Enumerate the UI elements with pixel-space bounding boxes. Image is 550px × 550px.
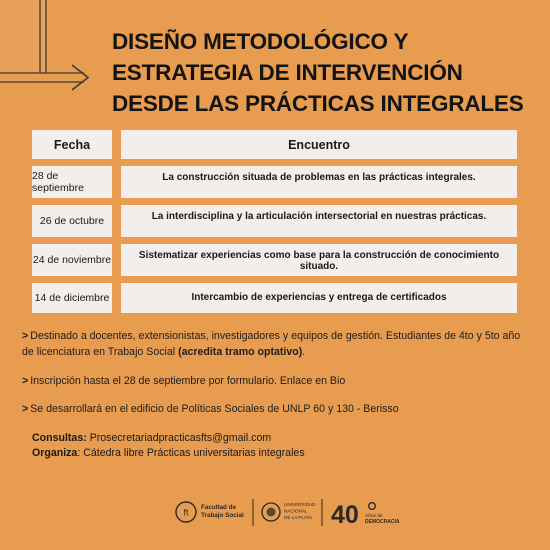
ft-logo [176, 502, 244, 522]
40-anos-democracia-logo [331, 501, 400, 529]
footer-logos [0, 496, 550, 530]
row-4-date: 14 de diciembre [32, 283, 112, 313]
header-encuentro: Encuentro [121, 130, 517, 159]
title-line-3: DESDE LAS PRÁCTICAS INTEGRALES [112, 91, 524, 116]
forty-line-1: Años de [365, 514, 383, 519]
unlp-line-2: NACIONAL [284, 508, 308, 514]
info-item-audience [22, 328, 522, 360]
forty-number: 40 [331, 501, 359, 529]
page-title [112, 26, 542, 119]
row-3-date: 24 de noviembre [32, 244, 112, 276]
row-3-encounter: Sistematizar experiencias como base para la construcción de conocimiento situado. [121, 244, 517, 276]
row-1-date: 28 de septiembre [32, 166, 112, 198]
audience-text: Destinado a docentes, extensionistas, investigadores y equipos de gestión. Estudiantes de 4to y 5to año de licenciatura en Trabajo Social [22, 330, 521, 358]
row-4-encounter: Intercambio de experiencias y entrega de certificados [121, 283, 517, 313]
consultas-label: Consultas: [32, 432, 87, 444]
forty-line-2: DEMOCRACIA [365, 519, 400, 525]
svg-text:ft: ft [183, 507, 189, 518]
audience-end: . [302, 346, 306, 358]
chevron-right-icon: > [22, 330, 29, 342]
decorative-arrow-lines [0, 0, 110, 110]
contact-block [32, 431, 305, 461]
organiza-value: : Cátedra libre Prácticas universitarias integrales [77, 447, 305, 459]
unlp-line-1: UNIVERSIDAD [284, 502, 316, 507]
consultas-email: Prosecretariadpracticasfts@gmail.com [86, 432, 272, 444]
ft-line-1: Facultad de [201, 504, 236, 511]
chevron-right-icon: > [22, 403, 29, 415]
location-text: Se desarrollará en el edificio de Políticas Sociales de UNLP 60 y 130 - Berisso [30, 403, 399, 415]
info-item-registration [22, 373, 345, 389]
unlp-logo [262, 502, 316, 521]
audience-bold-text: (acredita tramo optativo) [178, 346, 303, 358]
registration-text: Inscripción hasta el 28 de septiembre por formulario. Enlace en Bio [30, 375, 346, 387]
title-line-1: DISEÑO METODOLÓGICO Y [112, 29, 409, 54]
header-fecha: Fecha [32, 130, 112, 159]
row-1-encounter: La construcción situada de problemas en las prácticas integrales. [121, 166, 517, 198]
title-line-2: ESTRATEGIA DE INTERVENCIÓN [112, 60, 463, 85]
row-2-date: 26 de octubre [32, 205, 112, 237]
organiza-label: Organiza [32, 447, 78, 459]
row-2-encounter: La interdisciplina y la articulación intersectorial en nuestras prácticas. [121, 205, 517, 237]
info-item-location [22, 401, 399, 417]
chevron-right-icon: > [22, 375, 29, 387]
unlp-line-3: DE LA PLATA [284, 515, 313, 520]
ft-line-2: Trabajo Social [201, 512, 244, 519]
